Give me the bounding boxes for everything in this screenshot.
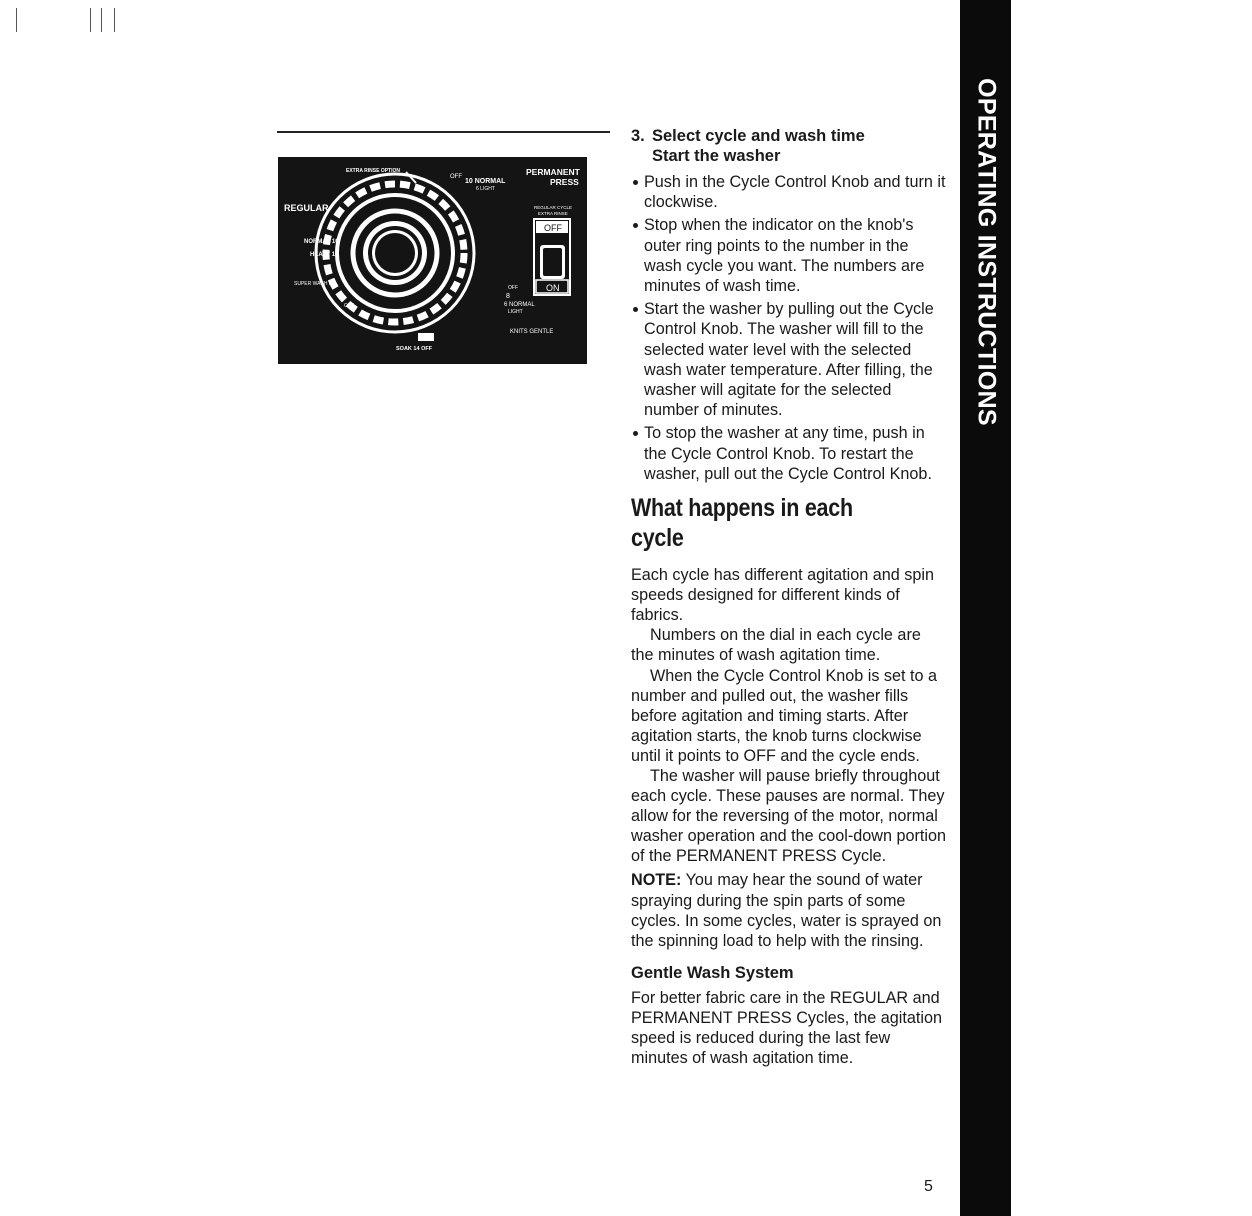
label-num-8: 8 [506,293,510,300]
scan-mark [16,8,17,32]
label-normal-10: NORMAL 10 [304,239,339,245]
label-press: PRESS [550,177,579,187]
section-heading: What happens in each cycle [631,494,853,553]
label-off-top: OFF [450,174,462,180]
label-extra-rinse-option: EXTRA RINSE OPTION [346,168,400,174]
label-normal-10-top: 10 NORMAL [465,178,506,185]
scan-mark [114,8,115,32]
top-rule [277,131,610,133]
step-3-heading [631,126,946,166]
indicator-notch [418,333,434,341]
scan-mark [101,8,102,32]
page-number: 5 [924,1178,933,1195]
side-tab-label: OPERATING INSTRUCTIONS [972,78,1001,426]
paragraph: Each cycle has different agitation and spin speeds designed for different kinds of fabrics. [631,566,934,625]
label-light: LIGHT [508,309,523,315]
bullet-item: Start the washer by pulling out the Cycle Control Knob. The washer will fill to the selected water level with the selected wash water temperature. After filling, the washer will agitate for the selected number of minutes. [631,299,946,420]
label-extra-rinse: EXTRA RINSE [538,211,568,216]
gentle-paragraph: For better fabric care in the REGULAR and PERMANENT PRESS Cycles, the agitation speed is reduced during the last few minutes of wash agitation time. [631,988,942,1068]
bullet-item: To stop the washer at any time, push in the Cycle Control Knob. To restart the washer, pull out the Cycle Control Knob. [631,423,946,484]
step-3-bullets [631,172,946,484]
label-off-right: OFF [508,285,518,291]
paragraph: The washer will pause briefly throughout each cycle. These pauses are normal. They allow for the reversing of the motor, normal washer operation and the cool-down portion of the PERMANENT PRESS Cycle. [631,766,946,866]
label-knits-gentle: KNITS GENTLE [510,329,554,335]
label-normal-6: 6 NORMAL [504,302,535,308]
instructions-column [631,126,946,1068]
label-soak-14-off: SOAK 14 OFF [396,346,433,352]
bullet-item: Stop when the indicator on the knob's outer ring points to the number in the wash cycle you want. The numbers are minutes of wash time. [631,215,946,296]
gentle-heading: Gentle Wash System [631,963,794,982]
switch-on-label: ON [546,283,560,293]
step-title: Select cycle and wash time [652,127,865,145]
switch-off-label: OFF [544,223,562,233]
paragraph: Numbers on the dial in each cycle are the minutes of wash agitation time. [631,626,921,665]
knob-core [375,233,415,273]
switch-rocker-inner [543,248,562,276]
label-super-wash-8: SUPER WASH 8 [294,281,332,287]
label-regular: REGULAR [284,203,329,213]
label-light-6-top: 6 LIGHT [476,186,495,192]
note-paragraph [631,870,946,950]
bullet-item: Push in the Cycle Control Knob and turn it clockwise. [631,172,946,212]
step-subtitle: Start the washer [652,147,781,165]
paragraph: When the Cycle Control Knob is set to a number and pulled out, the washer fills before agitation and timing starts. After agitation starts, the knob turns clockwise until it points to OFF and the cycle ends. [631,666,938,765]
note-text: You may hear the sound of water spraying during the spin parts of some cycles. In some cycles, water is sprayed on the spinning load to help with the rinsing. [631,871,942,950]
note-label: NOTE: [631,871,682,890]
label-regular-cycle: REGULAR CYCLE [534,205,573,210]
scan-mark [90,8,91,32]
control-panel-illustration [278,157,587,364]
step-number: 3. [631,127,645,145]
label-permanent: PERMANENT [526,167,580,177]
label-off-left: OFF [344,303,354,309]
label-heavy-14: HEAVY 14 [310,252,339,258]
